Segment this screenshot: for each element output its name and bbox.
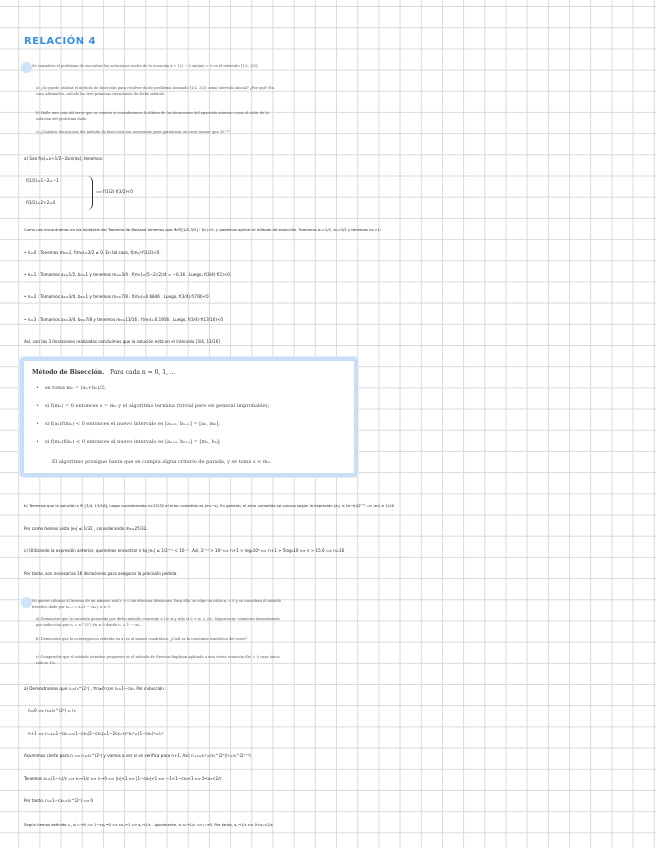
method-step-3: • si f(aₙ)f(mₙ) < 0 entonces el nuevo intervalo es [aₙ₊₁, bₙ₊₁] = [aₙ, mₙ]; — [36, 421, 220, 427]
problem-2-badge — [21, 597, 32, 608]
method-box-subtitle: Para cada n = 0, 1, ... — [109, 369, 176, 376]
answer-1c-line-2: Por tanto, son necesarias 16 iteraciones para asegurar la precisión pedida. — [24, 571, 178, 576]
problem-1-badge — [21, 62, 32, 73]
answer-1a-eval-right: f(3/2)=2+2=4 — [26, 200, 56, 205]
problem-2-part-a: a) Demuestre que la sucesión generada por dicho método converge a 1/c si y sólo si 0 < x₀ < 2/c. Sugerencia: comience demostrando por inducción que rₙ = r₀^(2ⁿ) ∀n ≥ 0 donde rₙ = 1 − cxₙ. — [36, 617, 280, 627]
answer-2a-then: Por tanto, rₙ=1−cxₙ=r₀^(2ⁿ) ⟹ 0 — [24, 798, 94, 803]
answer-2a-inductive-step: n+1 ⟹ rₙ₊₁=1−cxₙ₊₁=1−cxₙ(2−cxₙ)=1−2cxₙ+c²xₙ²=(1−cxₙ)²=rₙ² — [28, 731, 164, 736]
problem-2-part-b: b) Demuestre que la convergencia referida en a) es al menos cuadrática. ¿Cuál es la constante asintótica del error? — [36, 637, 248, 641]
problem-1-part-b: b) Halle una cota del error que se comete si consideramos la última de las iteraciones del apartado anterior como el valor de la solución del problema dado. — [36, 111, 269, 121]
problem-2-part-c: c) Compruebe que el método iterativo propuesto es el método de Newton-Raphson aplicado a una cierta ecuación f(x) = 0 cuya única raíz es 1/c. — [36, 655, 280, 665]
answer-1a-bolzano: Como nos encontramos en las hipótesis del Teorema de Bolzano tenemos que ∃c∈[1/2,3/2] : f(c)=0, y podemos aplicar el método de bisección. Tomamos a₀=1/2, b₀=3/2 y tenemos m₀=1: — [24, 227, 382, 232]
answer-1a-iter-0: • n=0 : Tenemos m₀=1, f(m₀)=3/2 ≠ 0. En tal caso, f(m₀)·f(1/2)<0. — [24, 250, 161, 255]
problem-2-statement: Se quiere calcular el inverso de un número real c > 0 sin efectuar divisiones. Para ello, se elige un valor x₀ > 0 y se considera el método iterativo dado por xₙ₊₁ = xₙ(2 − cxₙ), n ≥ 0. — [32, 599, 281, 609]
answer-1a-eval-result: ⟹ f(1/2)·f(3/2)<0 — [96, 189, 133, 194]
brace-symbol — [86, 176, 93, 210]
method-box-title: Método de Bisección. — [32, 369, 105, 376]
problem-1-part-c: c) ¿Cuántas iteraciones del método de bisección son necesarias para garantizar un error menor que 10⁻⁵? — [36, 130, 230, 134]
method-step-2: • si f(mₙ) = 0 entonces s = mₙ y el algoritmo termina (trivial pero en general improbable); — [36, 403, 269, 409]
answer-1b-line-2: Por como hemos visto |e₃| ≤ 1/32 , considerando m₃=25/32. — [24, 526, 148, 531]
method-box-footer: El algoritmo prosigue hasta que se cumpla algún criterio de parada, y se toma s ≈ mₙ. — [52, 459, 272, 465]
answer-1a-conclusion: Así, con las 3 iteraciones realizadas concluimos que la solución está en el intervalo [3/4, 13/16] — [24, 339, 220, 344]
method-step-4: • si f(mₙ)f(bₙ) < 0 entonces el nuevo intervalo es [aₙ₊₁, bₙ₊₁] = [mₙ, bₙ]; — [36, 439, 221, 445]
answer-1b-line-1: b) Tenemos que la solución s ∈ [3/4, 13/16], luego considerando s≈25/32 el error cometido es |m₃−s|. En general, el error cometido se calcula según la expresión |eₙ| ≤ (b−a)/2ⁿ⁺¹ ⟹ |e₃| ≤ 1/16 — [24, 503, 394, 508]
answer-1a-iter-3: • n=3 : Tomamos a₃=3/4, b₃=7/8 y tenemos m₃=13/16 , f(m₃)=0.1956 . Luego, f(3/4)·f(13/16)<0 — [24, 317, 223, 322]
answer-1c-line-1: c) Utilizando la expresión anterior, queremos encontrar n tq |eₙ| ≤ 1/2ⁿ⁺¹ < 10⁻⁵ . Así, 2ⁿ⁺¹ > 10⁵ ⟺ n+1 > log₂10⁵ ⟺ n+1 > 5log₂10 ⟺ n > 15.6 ⟹ n=16 — [24, 548, 345, 553]
answer-2a-induction: Asumimos cierto para n ⟹ rₙ=r₀^(2ⁿ) y vamos a ver si se verifica para n+1. Así: rₙ₊₁=rₙ²=(r₀^(2ⁿ))²=r₀^(2ⁿ⁺¹) — [24, 753, 251, 758]
answer-1a-eval-left: f(1/2)=1−2=−1 — [26, 178, 59, 183]
method-box-heading — [32, 369, 176, 376]
problem-1-statement: Se considera el problema de encontrar las soluciones reales de la ecuación x + 1/2 − 2 sin(πx) = 0 en el intervalo [1/2, 3/2]. — [32, 64, 259, 68]
page-title: RELACIÓN 4 — [24, 36, 97, 47]
answer-1a-iter-1: • n=1 : Tomamos a₁=1/2, b₁=1 y tenemos m₁=3/4 , f(m₁)=(5−2√2)/4 = −0.16 . Luego, f(3/4)·f(1)<0. — [24, 272, 232, 277]
answer-2a-intro: a) Demostramos que rₙ=r₀^(2ⁿ) , ∀n≥0 con r₀=1−cx₀. Por inducción : — [24, 686, 167, 691]
problem-1-part-a: a) ¿Se puede utilizar el método de bisección para resolver dicho problema tomando [1/2, 3/2] como intervalo inicial? ¿Por qué? En caso afirmativo, calcule las tres primeras iteraciones de dicho método. — [36, 86, 274, 96]
answer-2a-convergence: Tenemos xₙ=(1−rₙ)/c ⟹ xₙ→1/c ⟺ rₙ→0 ⟺ |r₀|<1 ⟺ |1−cx₀|<1 ⟺ −1<1−cx₀<1 ⟺ 0<x₀<2/c — [24, 776, 222, 781]
answer-1a-iter-2: • n=2 : Tomamos a₂=3/4, b₂=1 y tenemos m₂=7/8 , f(m₂)=0.6846 . Luego, f(3/4)·f(7/8)<0 — [24, 294, 209, 299]
answer-1a-intro: a) Sea f(x)=x+1/2−2sin(πx), tenemos: — [24, 156, 104, 161]
answer-2a-base-case: n=0 ⟹ r₀=r₀^(2⁰) = r₀ — [28, 708, 76, 713]
method-step-1: • se toma mₙ = (aₙ+bₙ)/2; — [36, 385, 106, 391]
answer-2a-final: Según hemos definido rₙ, si rₙ→0 ⟹ 1−cxₙ→0 ⟹ cxₙ→1 ⟹ xₙ→1/c . Igualmente, si xₙ→1/c ⟹ rₙ→0. Por tanto, xₙ→1/c ⟺ 0<x₀<2/c — [24, 822, 273, 827]
bisection-method-box — [20, 357, 358, 477]
